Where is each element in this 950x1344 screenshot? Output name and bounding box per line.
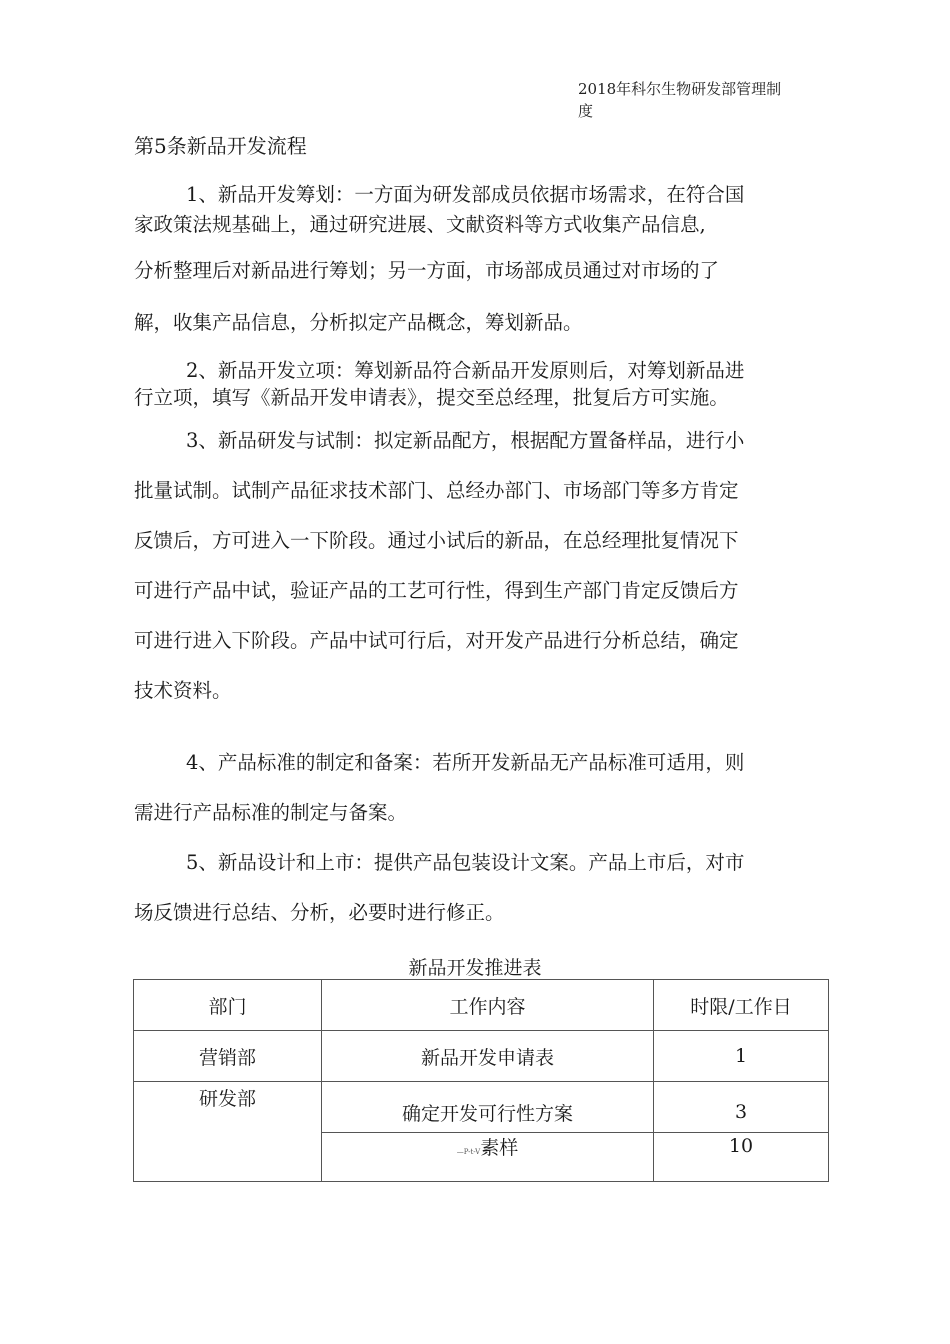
paragraph-line: 反馈后，方可进入一下阶段。通过小试后的新品，在总经理批复情况下	[134, 529, 739, 552]
paragraph-2	[134, 357, 834, 411]
paragraph-4	[134, 748, 834, 828]
header-days: 时限/工作日	[654, 980, 829, 1031]
cell-work: 新品开发申请表	[322, 1031, 654, 1082]
paragraph-line: 3、新品研发与试制：拟定新品配方，根据配方置备样品，进行小	[186, 429, 745, 452]
header-work: 工作内容	[322, 980, 654, 1031]
paragraph-line: 需进行产品标准的制定与备案。	[134, 801, 408, 824]
cell-work-text: 素样	[480, 1137, 519, 1159]
cell-dept-text: 研发部	[198, 1088, 256, 1110]
paragraph-line: 可进行进入下阶段。产品中试可行后，对开发产品进行分析总结，确定	[134, 629, 739, 652]
document-header	[578, 78, 798, 122]
cell-dept	[134, 1082, 322, 1182]
cell-days: 10	[654, 1133, 829, 1182]
paragraph-line: 解，收集产品信息，分析拟定产品概念，筹划新品。	[134, 311, 583, 334]
paragraph-1	[134, 180, 834, 338]
paragraph-5	[134, 848, 834, 928]
paragraph-line: 批量试制。试制产品征求技术部门、总经办部门、市场部门等多方肯定	[134, 479, 739, 502]
header-line-1: 2018年科尔生物研发部管理制	[578, 80, 782, 98]
progress-table	[133, 979, 829, 1182]
paragraph-line: 场反馈进行总结、分析，必要时进行修正。	[134, 901, 505, 924]
table-row	[134, 1082, 829, 1133]
table-title: 新品开发推进表	[408, 957, 542, 979]
scan-artifact: —P-t-V	[456, 1148, 481, 1156]
cell-work: 确定开发可行性方案	[322, 1082, 654, 1133]
paragraph-line: 可进行产品中试，验证产品的工艺可行性，得到生产部门肯定反馈后方	[134, 579, 739, 602]
paragraph-line: 技术资料。	[134, 679, 232, 702]
cell-days: 3	[654, 1082, 829, 1133]
header-dept: 部门	[134, 980, 322, 1031]
paragraph-line: 家政策法规基础上，通过研究进展、文献资料等方式收集产品信息,	[134, 213, 706, 236]
paragraph-line: 5、新品设计和上市：提供产品包装设计文案。产品上市后，对市	[186, 851, 745, 874]
cell-days: 1	[654, 1031, 829, 1082]
paragraph-line: 2、新品开发立项：筹划新品符合新品开发原则后，对筹划新品进	[186, 359, 745, 382]
header-line-2: 度	[578, 102, 594, 120]
cell-dept: 营销部	[134, 1031, 322, 1082]
table-header-row	[134, 980, 829, 1031]
table-row	[134, 1031, 829, 1082]
paragraph-line: 行立项，填写《新品开发申请表》，提交至总经理，批复后方可实施。	[134, 386, 729, 409]
paragraph-line: 分析整理后对新品进行筹划；另一方面，市场部成员通过对市场的了	[134, 259, 720, 282]
paragraph-line: 1、新品开发筹划：一方面为研发部成员依据市场需求，在符合国	[186, 183, 745, 206]
paragraph-line: 4、产品标准的制定和备案：若所开发新品无产品标准可适用，则	[186, 751, 745, 774]
cell-work	[322, 1133, 654, 1182]
paragraph-3	[134, 426, 834, 706]
section-title: 第5条新品开发流程	[134, 134, 307, 158]
